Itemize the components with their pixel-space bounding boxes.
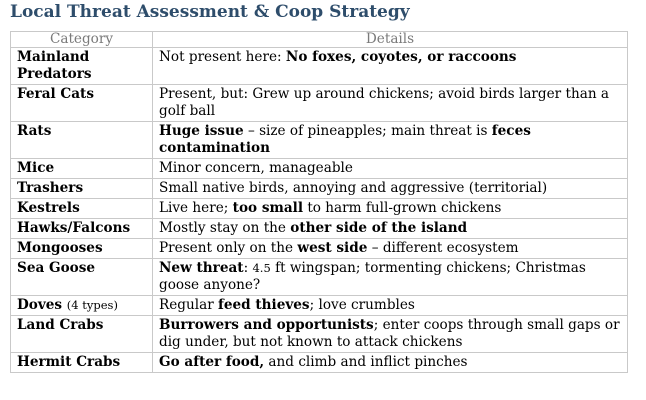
table-header-row (11, 32, 628, 48)
category-cell (11, 85, 153, 122)
details-text: Small native birds, annoying and aggressive (territorial) (159, 180, 548, 196)
details-emphasis: feed thieves (218, 297, 310, 313)
category-cell (11, 159, 153, 179)
table-row (11, 48, 628, 85)
table-body (11, 48, 628, 373)
category-cell (11, 259, 153, 296)
details-cell (153, 259, 628, 296)
category-label: Land Crabs (17, 317, 104, 333)
category-label: Trashers (17, 180, 84, 196)
details-text: : (243, 260, 253, 276)
category-label: Hawks/Falcons (17, 220, 131, 236)
column-header-details: Details (153, 32, 628, 48)
category-label: Kestrels (17, 200, 80, 216)
category-label: Hermit Crabs (17, 354, 121, 370)
table-row (11, 296, 628, 316)
category-cell (11, 199, 153, 219)
category-label: Sea Goose (17, 260, 96, 276)
details-text: 4.5 (252, 261, 271, 275)
table-row (11, 353, 628, 373)
details-text: Live here; (159, 200, 233, 216)
category-label: Rats (17, 123, 52, 139)
category-label: Feral Cats (17, 86, 94, 102)
category-cell (11, 316, 153, 353)
details-emphasis: New threat (159, 260, 244, 276)
details-text: Present only on the (159, 240, 298, 256)
details-emphasis: too small (232, 200, 303, 216)
category-label: Mainland Predators (17, 49, 92, 82)
details-text: ; enter coops through small gaps or dig under, but not known to attack chickens (159, 317, 620, 350)
details-cell (153, 85, 628, 122)
table-row (11, 219, 628, 239)
details-cell (153, 239, 628, 259)
details-emphasis: feces contamination (159, 123, 531, 156)
category-cell (11, 122, 153, 159)
table-row (11, 239, 628, 259)
details-emphasis: other side of the island (290, 220, 468, 236)
details-emphasis: west side (297, 240, 368, 256)
category-label: Mongooses (17, 240, 103, 256)
category-note: (4 types) (66, 298, 118, 312)
table-row (11, 259, 628, 296)
category-cell (11, 239, 153, 259)
table-row (11, 179, 628, 199)
details-text: and climb and inflict pinches (264, 354, 468, 370)
details-cell (153, 122, 628, 159)
details-text: Present, but: Grew up around chickens; avoid birds larger than a golf ball (159, 86, 609, 119)
details-cell (153, 48, 628, 85)
details-emphasis: Go after food, (159, 354, 265, 370)
details-emphasis: Huge issue (159, 123, 244, 139)
details-text: Regular (159, 297, 219, 313)
details-cell (153, 159, 628, 179)
details-text: to harm full-grown chickens (303, 200, 502, 216)
table-row (11, 316, 628, 353)
category-cell (11, 179, 153, 199)
table-row (11, 159, 628, 179)
page-title: Local Threat Assessment & Coop Strategy (10, 2, 410, 22)
details-text: Mostly stay on the (159, 220, 291, 236)
category-cell (11, 296, 153, 316)
details-cell (153, 219, 628, 239)
table-row (11, 85, 628, 122)
details-text: ; love crumbles (309, 297, 415, 313)
table-row (11, 122, 628, 159)
category-cell (11, 219, 153, 239)
details-emphasis: No foxes, coyotes, or raccoons (285, 49, 517, 65)
category-cell (11, 48, 153, 85)
details-text: ft wingspan; tormenting chickens; Christmas goose anyone? (159, 260, 586, 293)
details-text: Not present here: (159, 49, 286, 65)
category-label: Doves (17, 297, 63, 313)
details-text: Minor concern, manageable (159, 160, 353, 176)
details-cell (153, 296, 628, 316)
category-cell (11, 353, 153, 373)
table-row (11, 199, 628, 219)
category-label: Mice (17, 160, 55, 176)
details-text: – different ecosystem (367, 240, 519, 256)
details-cell (153, 316, 628, 353)
details-text: – size of pineapples; main threat is (243, 123, 492, 139)
details-cell (153, 179, 628, 199)
details-emphasis: Burrowers and opportunists (159, 317, 374, 333)
details-cell (153, 353, 628, 373)
details-cell (153, 199, 628, 219)
threat-table (10, 31, 628, 373)
column-header-category: Category (11, 32, 153, 48)
